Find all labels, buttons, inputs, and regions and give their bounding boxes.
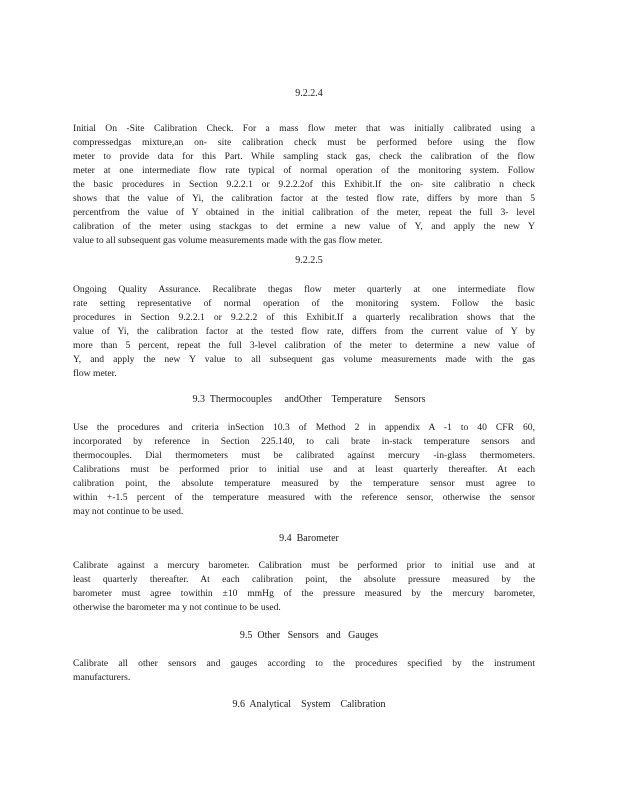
paragraph-line: value of Yi, the calibration factor at the tested flow rate, differs from the current value of Y by (73, 326, 535, 337)
paragraph-line: value to all subsequent gas volume measurements made with the gas flow meter. (73, 235, 383, 246)
paragraph-line: within +-1.5 percent of the temperature measured with the reference sensor, otherwise the sensor (73, 492, 535, 503)
section-paragraph-9-4 (73, 559, 535, 615)
paragraph-line: meter to provide data for this Part. While sampling stack gas, check the calibration of the flow (73, 151, 535, 162)
paragraph-line: procedures in Section 9.2.2.1 or 9.2.2.2 of this Exhibit.If a quarterly recalibration shows that the (73, 312, 535, 323)
paragraph-line: otherwise the barometer ma y not continue to be used. (73, 602, 281, 613)
paragraph-line: may not continue to be used. (73, 506, 184, 517)
paragraph-line: Use the procedures and criteria inSection 10.3 of Method 2 in appendix A -1 to 40 CFR 60, (73, 422, 535, 433)
paragraph-line: Calibrations must be performed prior to initial use and at least quarterly thereafter. At each (73, 464, 535, 475)
section-paragraph-9-2-2-4 (73, 122, 535, 248)
section-paragraph-9-3 (73, 421, 535, 519)
paragraph-line: incorporated by reference in Section 225.140, to cali brate in-stack temperature sensors and (73, 436, 535, 447)
paragraph-line: least quarterly thereafter. At each calibration point, the absolute pressure measured by the (73, 574, 535, 585)
paragraph-line: calibration point, the absolute temperature measured by the temperature sensor must agree to (73, 478, 535, 489)
section-heading-9-4: 9.4 Barometer (279, 533, 339, 544)
paragraph-line: percentfrom the value of Y obtained in the initial calibration of the meter, repeat the full 3- level (73, 207, 535, 218)
paragraph-line: calibration of the meter using stackgas to det ermine a new value of Y, and apply the new Y (73, 221, 535, 232)
section-heading-9-2-2-4: 9.2.2.4 (295, 88, 323, 99)
section-paragraph-9-5 (73, 657, 535, 685)
paragraph-line: compressedgas mixture,an on- site calibration check must be performed before using the flow (73, 137, 535, 148)
paragraph-line: flow meter. (73, 368, 117, 379)
section-heading-9-2-2-5: 9.2.2.5 (295, 255, 323, 266)
section-paragraph-9-2-2-5 (73, 283, 535, 381)
paragraph-line: Ongoing Quality Assurance. Recalibrate thegas flow meter quarterly at one intermediate flow (73, 284, 535, 295)
paragraph-line: barometer must agree towithin ±10 mmHg of the pressure measured by the mercury barometer, (73, 588, 535, 599)
paragraph-line: Calibrate against a mercury barometer. Calibration must be performed prior to initial use and at (73, 560, 535, 571)
section-heading-9-3: 9.3 Thermocouples andOther Temperature Sensors (192, 394, 426, 405)
paragraph-line: meter at one intermediate flow rate typical of normal operation of the monitoring system. Follow (73, 165, 535, 176)
paragraph-line: thermocouples. Dial thermometers must be calibrated against mercury -in-glass thermometers. (73, 450, 535, 461)
paragraph-line: rate setting representative of normal operation of the monitoring system. Follow the basic (73, 298, 535, 309)
paragraph-line: more than 5 percent, repeat the full 3-level calibration of the meter to determine a new value of (73, 340, 535, 351)
section-heading-9-5: 9.5 Other Sensors and Gauges (239, 630, 379, 641)
paragraph-line: shows that the value of Yi, the calibration factor at the tested flow rate, differs by more than 5 (73, 193, 535, 204)
paragraph-line: manufacturers. (73, 672, 131, 683)
paragraph-line: Calibrate all other sensors and gauges according to the procedures specified by the instrument (73, 658, 535, 669)
paragraph-line: Y, and apply the new Y value to all subsequent gas volume measurements made with the gas (73, 354, 535, 365)
paragraph-line: the basic procedures in Section 9.2.2.1 or 9.2.2.2of this Exhibit.If the on- site calibratio n check (73, 179, 535, 190)
section-heading-9-6: 9.6 Analytical System Calibration (232, 699, 386, 710)
paragraph-line: Initial On -Site Calibration Check. For a mass flow meter that was initially calibrated using a (73, 123, 535, 134)
